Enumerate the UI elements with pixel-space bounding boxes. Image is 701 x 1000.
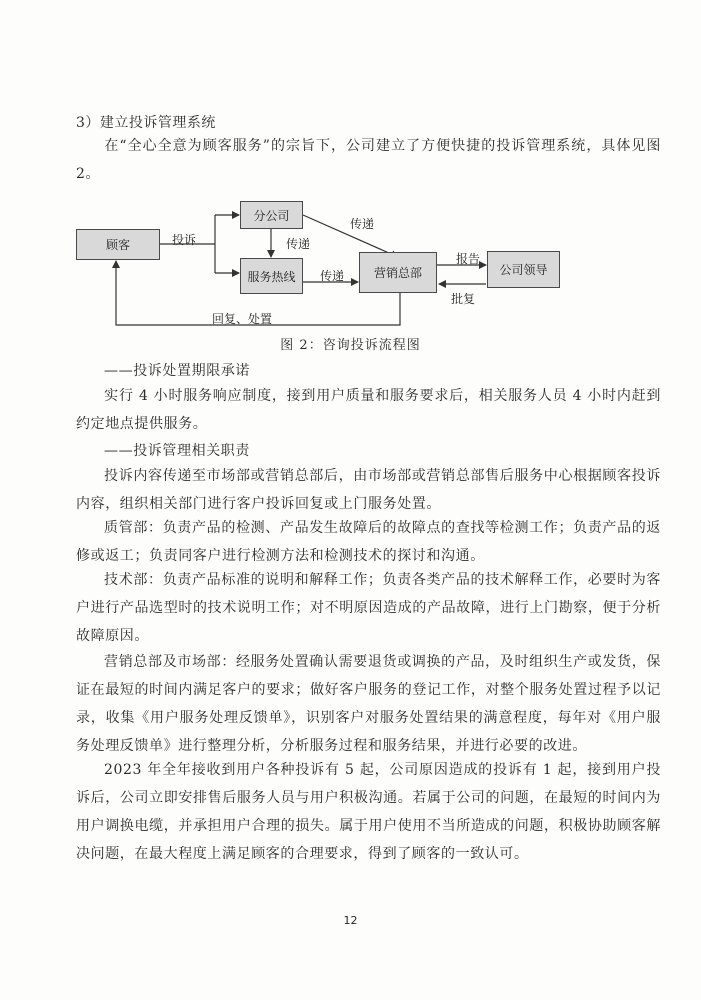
section1-paragraph <box>76 382 661 438</box>
node-marketing: 营销总部 <box>359 252 437 293</box>
label-report: 报告 <box>456 252 481 266</box>
paragraph-2 <box>76 514 661 570</box>
paragraph-2-text: 质管部：负责产品的检测、产品发生故障后的故障点的查找等检测工作；负责产品的返修或返工；负责同客户进行检测方法和检测技术的探讨和沟通。 <box>76 520 661 564</box>
node-branch: 分公司 <box>240 201 303 229</box>
paragraph-4 <box>76 648 661 760</box>
label-approve: 批复 <box>451 292 476 306</box>
paragraph-5-text: 2023 年全年接收到用户各种投诉有 5 起，公司原因造成的投诉有 1 起，接到用户投诉后，公司立即安排售后服务人员与用户积极沟通。若属于公司的问题，在最短的时间内为用户调换电缆，并承担用户合理的损失。属于用户使用不当所造成的问题，积极协助顾客解决问题，在最大程度上满足顾客的合理要求，得到了顾客的一致认可。 <box>76 762 661 862</box>
paragraph-4-text: 营销总部及市场部：经服务处置确认需要退货或调换的产品，及时组织生产或发货，保证在最短的时间内满足客户的要求；做好客户服务的登记工作，对整个服务处置过程予以记录，收集《用户服务处理反馈单》，识别客户对服务处置结果的满意程度，每年对《用户服务处理反馈单》进行整理分析，分析服务过程和服务结果，并进行必要的改进。 <box>76 654 661 754</box>
paragraph-1 <box>76 462 661 518</box>
diagram-connectors <box>0 185 701 345</box>
intro-paragraph <box>76 132 661 188</box>
section2-title: ——投诉管理相关职责 <box>104 443 250 459</box>
paragraph-3 <box>76 566 661 650</box>
label-pass-hotline-marketing: 传递 <box>320 269 345 283</box>
section1-text: 实行 4 小时服务响应制度，接到用户质量和服务要求后，相关服务人员 4 小时内赶到约定地点提供服务。 <box>76 388 661 432</box>
node-leader: 公司领导 <box>487 251 560 288</box>
page-number: 12 <box>343 914 358 927</box>
figure-caption: 图 2：咨询投诉流程图 <box>280 338 421 353</box>
label-complaint: 投诉 <box>172 233 197 247</box>
paragraph-1-text: 投诉内容传递至市场部或营销总部后，由市场部或营销总部售后服务中心根据顾客投诉内容，组织相关部门进行客户投诉回复或上门服务处置。 <box>76 468 661 512</box>
complaint-flow-diagram <box>0 185 701 345</box>
intro-text: 在“全心全意为顾客服务”的宗旨下，公司建立了方便快捷的投诉管理系统，具体见图 2。 <box>76 138 661 182</box>
paragraph-5 <box>76 756 661 868</box>
paragraph-3-text: 技术部：负责产品标准的说明和解释工作；负责各类产品的技术解释工作，必要时为客户进行产品选型时的技术说明工作；对不明原因造成的产品故障，进行上门勘察，便于分析故障原因。 <box>76 572 661 644</box>
section1-title: ——投诉处置期限承诺 <box>104 363 250 379</box>
label-pass-branch-hotline: 传递 <box>286 237 311 251</box>
node-customer: 顾客 <box>76 229 160 260</box>
node-hotline: 服务热线 <box>240 258 303 294</box>
label-reply: 回复、处置 <box>212 312 273 326</box>
label-pass-branch-marketing: 传递 <box>350 217 375 231</box>
section-heading: 3）建立投诉管理系统 <box>76 115 216 131</box>
